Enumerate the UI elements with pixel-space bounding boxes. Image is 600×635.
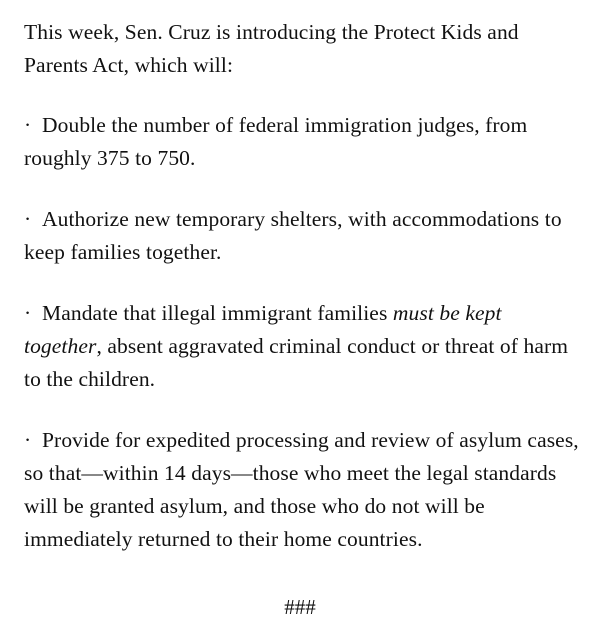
bullet-marker: · xyxy=(24,301,32,325)
bullet-item-families xyxy=(24,297,580,396)
bullet-text-start: Mandate that illegal immigrant families xyxy=(42,301,393,325)
bullet-item-judges xyxy=(24,109,580,175)
press-release-body xyxy=(24,16,580,584)
intro-paragraph xyxy=(24,16,580,82)
bullet-text: Authorize new temporary shelters, with accommodations to keep families together. xyxy=(24,207,562,264)
bullet-marker: · xyxy=(24,207,32,231)
bullet-emphasis: must be kept together xyxy=(24,301,502,358)
intro-text: This week, Sen. Cruz is introducing the Protect Kids and Parents Act, which will: xyxy=(24,20,519,77)
bullet-item-shelters xyxy=(24,203,580,269)
bullet-item-asylum xyxy=(24,424,580,556)
bullet-text: Provide for expedited processing and review of asylum cases, so that—within 14 days—those who meet the legal standards will be granted asylum, and those who do not will be immediately returned to their home countries. xyxy=(24,428,579,551)
bullet-text-end: , absent aggravated criminal conduct or threat of harm to the children. xyxy=(24,334,569,391)
bullet-text: Double the number of federal immigration judges, from roughly 375 to 750. xyxy=(24,113,528,170)
bullet-marker: · xyxy=(24,113,32,137)
bullet-marker: · xyxy=(24,428,32,452)
closing-mark: ### xyxy=(284,595,316,619)
